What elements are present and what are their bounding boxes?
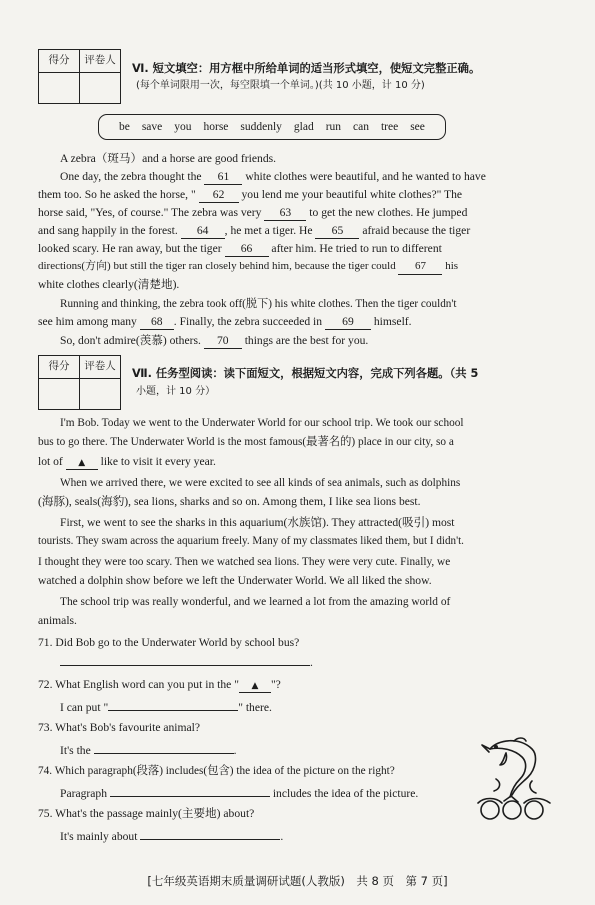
blank-62[interactable]: 62 bbox=[199, 188, 239, 203]
blank-68[interactable]: 68 bbox=[140, 315, 174, 330]
blank-66[interactable]: 66 bbox=[225, 242, 269, 257]
score-table-7 bbox=[38, 355, 121, 410]
word-item: suddenly bbox=[240, 120, 282, 133]
question-72: 72. What English word can you put in the " ▲ "? bbox=[38, 678, 281, 693]
score-label: 得分 bbox=[39, 356, 80, 379]
answer-71: . bbox=[60, 654, 313, 670]
blank-61[interactable]: 61 bbox=[204, 170, 242, 185]
passage7-line: lot of ▲ like to visit it every year. bbox=[38, 455, 216, 470]
passage7-line: animals. bbox=[38, 614, 77, 627]
word-box bbox=[98, 114, 446, 140]
passage7-line: The school trip was really wonderful, and we learned a lot from the amazing world of bbox=[60, 596, 451, 608]
page-footer: [七年级英语期末质量调研试题(人教版) 共 8 页 第 7 页] bbox=[147, 874, 448, 888]
answer-line-75[interactable] bbox=[140, 828, 280, 840]
blank-65[interactable]: 65 bbox=[315, 224, 359, 239]
word-item: horse bbox=[203, 120, 229, 133]
passage7-line: watched a dolphin show before we left the Underwater World. We all liked the show. bbox=[38, 574, 432, 587]
word-item: be bbox=[118, 120, 130, 133]
answer-line-73[interactable] bbox=[94, 742, 234, 754]
passage6-line: them too. So he asked the horse, " 62 you lend me your beautiful white clothes?" The bbox=[38, 188, 462, 203]
section7-title-cont: 小题，计 10 分） bbox=[136, 386, 216, 397]
word-item: save bbox=[141, 120, 163, 133]
passage7-line: tourists. They swam across the aquarium freely. Many of my classmates liked them, but I didn't. bbox=[38, 535, 464, 547]
word-item: tree bbox=[380, 120, 399, 133]
passage6-line: looked scary. He ran away, but the tiger 66 after him. He tried to run to different bbox=[38, 242, 442, 257]
word-item: run bbox=[325, 120, 342, 133]
passage6-line: One day, the zebra thought the 61 white clothes were beautiful, and he wanted to have bbox=[60, 170, 486, 185]
word-item: glad bbox=[293, 120, 314, 133]
score-label: 得分 bbox=[39, 50, 80, 73]
answer-75: It's mainly about . bbox=[60, 830, 284, 843]
answer-line-71[interactable] bbox=[60, 654, 310, 666]
score-cell bbox=[39, 379, 80, 410]
passage7-line: bus to go there. The Underwater World is the most famous(最著名的) place in our city, so a bbox=[38, 436, 454, 448]
passage7-line: When we arrived there, we were excited to see all kinds of sea animals, such as dolphins bbox=[60, 477, 461, 489]
question-75: 75. What's the passage mainly(主要地) about? bbox=[38, 807, 255, 820]
grader-cell bbox=[80, 379, 121, 410]
passage6-line: see him among many 68 . Finally, the zebra succeeded in 69 himself. bbox=[38, 315, 412, 330]
section6-title: Ⅵ. 短文填空：用方框中所给单词的适当形式填空，使短文完整正确。 bbox=[132, 62, 481, 75]
blank-67[interactable]: 67 bbox=[398, 260, 442, 275]
question-74: 74. Which paragraph(段落) includes(包含) the idea of the picture on the right? bbox=[38, 765, 395, 777]
grader-cell bbox=[80, 73, 121, 104]
passage6-line: horse said, "Yes, of course." The zebra was very 63 to get the new clothes. He jumped bbox=[38, 206, 467, 221]
section6-note: (每个单词限用一次，每空限填一个单词。)(共 10 小题，计 10 分) bbox=[136, 80, 425, 91]
answer-74: Paragraph includes the idea of the picture. bbox=[60, 787, 419, 800]
dolphin-over-waves-icon bbox=[476, 735, 552, 825]
question-73: 73. What's Bob's favourite animal? bbox=[38, 721, 201, 734]
answer-73: It's the . bbox=[60, 744, 237, 757]
passage7-line: First, we went to see the sharks in this aquarium(水族馆). They attracted(吸引) most bbox=[60, 516, 455, 529]
passage7-line: I'm Bob. Today we went to the Underwater World for our school trip. We took our school bbox=[60, 417, 464, 429]
passage6-line: Running and thinking, the zebra took off(脱下) his white clothes. Then the tiger couldn't bbox=[60, 298, 457, 310]
grader-label: 评卷人 bbox=[80, 356, 121, 379]
passage6-para1: A zebra（斑马）and a horse are good friends. bbox=[60, 152, 277, 165]
triangle-mark[interactable]: ▲ bbox=[66, 458, 98, 470]
blank-63[interactable]: 63 bbox=[264, 206, 306, 221]
passage6-line: directions(方向) but still the tiger ran closely behind him, because the tiger could 67 his bbox=[38, 260, 458, 275]
blank-69[interactable]: 69 bbox=[325, 315, 371, 330]
triangle-mark: ▲ bbox=[239, 681, 271, 693]
blank-70[interactable]: 70 bbox=[204, 334, 242, 349]
passage7-line: I thought they were too scary. Then we watched sea lions. They were very cute. Finally, we bbox=[38, 556, 451, 568]
section7-title: Ⅶ. 任务型阅读：读下面短文，根据短文内容，完成下列各题。（共 5 bbox=[132, 367, 479, 380]
passage6-line: white clothes clearly(清楚地). bbox=[38, 278, 180, 291]
question-71: 71. Did Bob go to the Underwater World by school bus? bbox=[38, 636, 300, 649]
answer-line-72[interactable] bbox=[108, 699, 238, 711]
passage6-line: and sang happily in the forest. 64 , he met a tiger. He 65 afraid because the tiger bbox=[38, 224, 470, 239]
answer-line-74[interactable] bbox=[110, 785, 270, 797]
word-item: see bbox=[410, 120, 425, 133]
score-table-6 bbox=[38, 49, 121, 104]
blank-64[interactable]: 64 bbox=[181, 224, 225, 239]
passage7-line: (海豚), seals(海豹), sea lions, sharks and so on. Among them, I like sea lions best. bbox=[38, 495, 421, 508]
answer-72: I can put " " there. bbox=[60, 701, 272, 714]
score-cell bbox=[39, 73, 80, 104]
word-item: can bbox=[353, 120, 369, 133]
grader-label: 评卷人 bbox=[80, 50, 121, 73]
word-item: you bbox=[174, 120, 192, 133]
passage6-line: So, don't admire(羡慕) others. 70 things are the best for you. bbox=[60, 334, 368, 349]
